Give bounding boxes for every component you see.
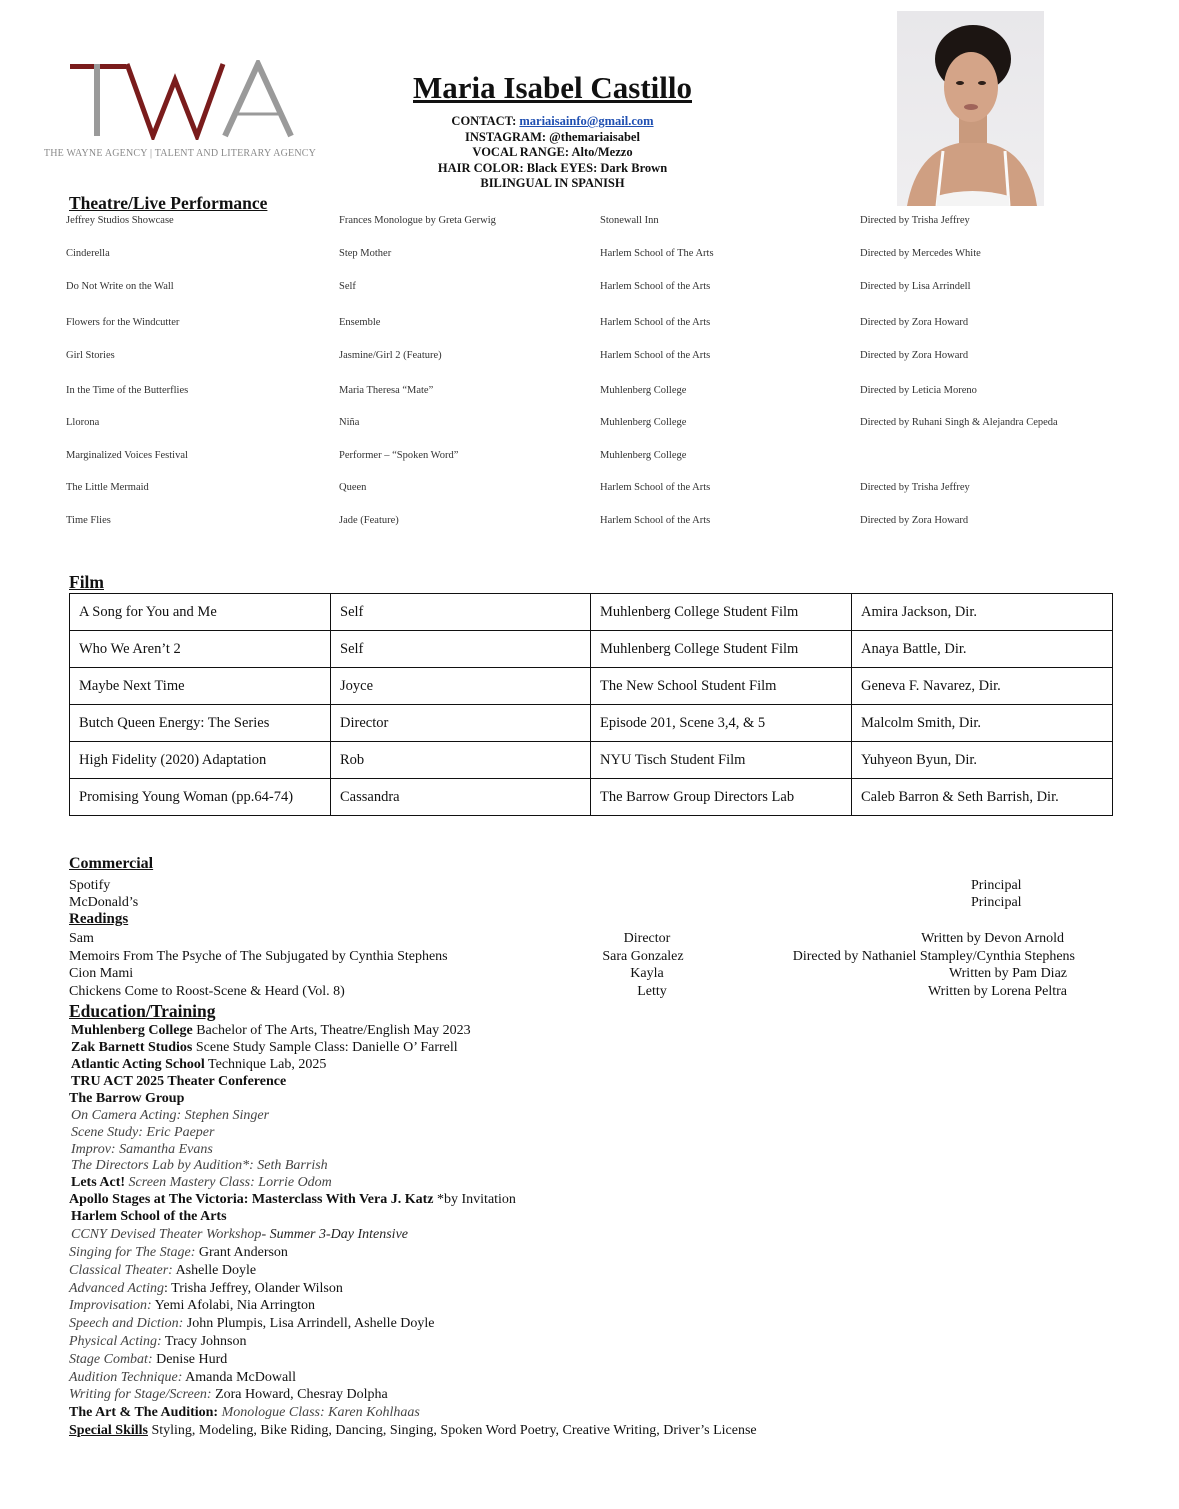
theatre-production: Jeffrey Studios Showcase bbox=[66, 215, 174, 226]
harlem-class: Classical Theater: Ashelle Doyle bbox=[69, 1262, 257, 1278]
theatre-row bbox=[66, 417, 1156, 433]
theatre-director: Directed by Trisha Jeffrey bbox=[860, 482, 970, 493]
reading-title: Memoirs From The Psyche of The Subjugated by Cynthia Stephens bbox=[69, 949, 448, 964]
theatre-row bbox=[66, 281, 1156, 297]
film-role: Joyce bbox=[331, 668, 591, 705]
theatre-venue: Muhlenberg College bbox=[600, 385, 687, 396]
theatre-role: Maria Theresa “Mate” bbox=[339, 385, 434, 396]
commercial-title-0: Spotify bbox=[69, 878, 111, 893]
harlem-class: Physical Acting: Tracy Johnson bbox=[69, 1334, 247, 1349]
theatre-director: Directed by Leticia Moreno bbox=[860, 385, 977, 396]
theatre-director: Directed by Ruhani Singh & Alejandra Cepeda bbox=[860, 417, 1058, 428]
harlem-class: Audition Technique: Amanda McDowall bbox=[69, 1369, 296, 1385]
theatre-row bbox=[66, 350, 1156, 366]
film-section-title: Film bbox=[69, 572, 104, 592]
theatre-venue: Muhlenberg College bbox=[600, 417, 687, 428]
theatre-role: Jasmine/Girl 2 (Feature) bbox=[339, 350, 442, 361]
agency-tagline: THE WAYNE AGENCY | TALENT AND LITERARY AGENCY bbox=[43, 148, 317, 159]
theatre-production: In the Time of the Butterflies bbox=[66, 385, 189, 396]
theatre-production: Marginalized Voices Festival bbox=[66, 450, 188, 461]
theatre-venue: Harlem School of the Arts bbox=[600, 317, 711, 328]
film-row bbox=[70, 779, 1113, 816]
theatre-row bbox=[66, 385, 1156, 401]
edu-apollo: Apollo Stages at The Victoria: Masterclass With Vera J. Katz *by Invitation bbox=[69, 1192, 516, 1207]
theatre-director: Directed by Zora Howard bbox=[860, 515, 969, 526]
edu-tru-act: TRU ACT 2025 Theater Conference bbox=[71, 1074, 287, 1089]
special-skills-label: Special Skills bbox=[69, 1423, 148, 1438]
bilingual-line: BILINGUAL IN SPANISH bbox=[480, 176, 625, 191]
reading-credit: Written by Lorena Peltra bbox=[928, 984, 1067, 999]
film-production: Muhlenberg College Student Film bbox=[591, 594, 852, 631]
reading-role: Letty bbox=[637, 984, 667, 999]
commercial-title-1: McDonald’s bbox=[69, 895, 139, 910]
edu-atlantic: Atlantic Acting School Technique Lab, 2025 bbox=[71, 1057, 327, 1072]
edu-lets-act: Lets Act! Screen Mastery Class: Lorrie Odom bbox=[71, 1175, 332, 1190]
edu-barrow-class: On Camera Acting: Stephen Singer bbox=[71, 1108, 270, 1123]
theatre-venue: Harlem School of the Arts bbox=[600, 515, 711, 526]
film-title: High Fidelity (2020) Adaptation bbox=[70, 742, 331, 779]
film-title: A Song for You and Me bbox=[70, 594, 331, 631]
theatre-production: Girl Stories bbox=[66, 350, 115, 361]
theatre-role: Self bbox=[339, 281, 356, 292]
theatre-row bbox=[66, 317, 1156, 333]
film-title: Butch Queen Energy: The Series bbox=[70, 705, 331, 742]
theatre-role: Queen bbox=[339, 482, 367, 493]
film-production: The Barrow Group Directors Lab bbox=[591, 779, 852, 816]
harlem-class: Advanced Acting: Trisha Jeffrey, Olander Wilson bbox=[69, 1280, 343, 1296]
reading-title: Sam bbox=[69, 931, 94, 946]
theatre-row bbox=[66, 215, 1156, 231]
reading-credit: Written by Devon Arnold bbox=[921, 931, 1064, 946]
commercial-role-1: Principal bbox=[971, 895, 1022, 910]
theatre-director: Directed by Lisa Arrindell bbox=[860, 281, 971, 292]
theatre-production: Time Flies bbox=[66, 515, 111, 526]
theatre-production: Llorona bbox=[66, 417, 100, 428]
education-section-title: Education/Training bbox=[69, 1001, 216, 1021]
commercial-section-title: Commercial bbox=[69, 855, 154, 872]
harlem-class: Writing for Stage/Screen: Zora Howard, Chesray Dolpha bbox=[69, 1387, 388, 1403]
edu-muhlenberg: Muhlenberg College Bachelor of The Arts, Theatre/English May 2023 bbox=[71, 1023, 471, 1038]
theatre-role: Frances Monologue by Greta Gerwig bbox=[339, 215, 496, 226]
special-skills bbox=[69, 1422, 757, 1439]
edu-barrow-group: The Barrow Group bbox=[69, 1091, 185, 1106]
film-role: Self bbox=[331, 594, 591, 631]
theatre-venue: Harlem School of The Arts bbox=[600, 248, 714, 259]
film-production: Muhlenberg College Student Film bbox=[591, 631, 852, 668]
film-title: Promising Young Woman (pp.64-74) bbox=[70, 779, 331, 816]
film-title: Maybe Next Time bbox=[70, 668, 331, 705]
theatre-director: Directed by Zora Howard bbox=[860, 317, 969, 328]
commercial-role-0: Principal bbox=[971, 878, 1022, 893]
film-director: Caleb Barron & Seth Barrish, Dir. bbox=[852, 779, 1113, 816]
edu-barrow-class: Scene Study: Eric Paeper bbox=[71, 1125, 215, 1140]
edu-zak-barnett: Zak Barnett Studios Scene Study Sample Class: Danielle O’ Farrell bbox=[71, 1040, 458, 1055]
film-role: Rob bbox=[331, 742, 591, 779]
theatre-row bbox=[66, 482, 1156, 498]
theatre-venue: Harlem School of the Arts bbox=[600, 350, 711, 361]
theatre-director: Directed by Zora Howard bbox=[860, 350, 969, 361]
film-production: The New School Student Film bbox=[591, 668, 852, 705]
vocal-range-line: VOCAL RANGE: Alto/Mezzo bbox=[472, 145, 633, 160]
theatre-venue: Harlem School of the Arts bbox=[600, 281, 711, 292]
theatre-role: Ensemble bbox=[339, 317, 381, 328]
email-link[interactable]: mariaisainfo@gmail.com bbox=[519, 114, 654, 128]
theatre-role: Step Mother bbox=[339, 248, 392, 259]
film-director: Geneva F. Navarez, Dir. bbox=[852, 668, 1113, 705]
theatre-role: Jade (Feature) bbox=[339, 515, 399, 526]
theatre-section-title: Theatre/Live Performance bbox=[69, 193, 268, 213]
contact-label: CONTACT: bbox=[451, 114, 517, 128]
edu-art-audition: The Art & The Audition: Monologue Class: Karen Kohlhaas bbox=[69, 1405, 420, 1420]
contact-line bbox=[380, 114, 725, 130]
harlem-class: Improvisation: Yemi Afolabi, Nia Arrington bbox=[69, 1298, 316, 1314]
theatre-director: Directed by Trisha Jeffrey bbox=[860, 215, 970, 226]
theatre-director: Directed by Mercedes White bbox=[860, 248, 981, 259]
film-role: Director bbox=[331, 705, 591, 742]
film-production: NYU Tisch Student Film bbox=[591, 742, 852, 779]
theatre-role: Performer – “Spoken Word” bbox=[339, 450, 459, 461]
theatre-row bbox=[66, 248, 1156, 264]
theatre-venue: Muhlenberg College bbox=[600, 450, 687, 461]
instagram-line: INSTAGRAM: @themariaisabel bbox=[465, 129, 640, 144]
film-row bbox=[70, 631, 1113, 668]
film-row bbox=[70, 705, 1113, 742]
film-row bbox=[70, 742, 1113, 779]
film-role: Cassandra bbox=[331, 779, 591, 816]
edu-harlem-school: Harlem School of the Arts bbox=[71, 1209, 227, 1224]
agency-logo bbox=[40, 60, 320, 170]
contact-block bbox=[380, 114, 725, 192]
twa-logo-mark bbox=[65, 60, 295, 140]
film-director: Anaya Battle, Dir. bbox=[852, 631, 1113, 668]
reading-role: Sara Gonzalez bbox=[602, 949, 684, 964]
reading-title: Chickens Come to Roost-Scene & Heard (Vol. 8) bbox=[69, 984, 345, 999]
reading-credit: Written by Pam Diaz bbox=[948, 966, 1067, 981]
readings-section-title: Readings bbox=[69, 911, 129, 927]
film-role: Self bbox=[331, 631, 591, 668]
theatre-production: The Little Mermaid bbox=[66, 482, 149, 493]
theatre-row bbox=[66, 450, 1156, 466]
film-production: Episode 201, Scene 3,4, & 5 bbox=[591, 705, 852, 742]
special-skills-text: Styling, Modeling, Bike Riding, Dancing, Singing, Spoken Word Poetry, Creative Writing, Driver’s License bbox=[147, 1423, 757, 1438]
reading-role: Kayla bbox=[630, 966, 664, 981]
reading-role: Director bbox=[623, 931, 671, 946]
theatre-venue: Harlem School of the Arts bbox=[600, 482, 711, 493]
theatre-row bbox=[66, 515, 1156, 531]
edu-ccny: CCNY Devised Theater Workshop- Summer 3-Day Intensive bbox=[71, 1227, 408, 1242]
harlem-class: Stage Combat: Denise Hurd bbox=[69, 1351, 228, 1367]
film-director: Malcolm Smith, Dir. bbox=[852, 705, 1113, 742]
film-title: Who We Aren’t 2 bbox=[70, 631, 331, 668]
film-director: Yuhyeon Byun, Dir. bbox=[852, 742, 1113, 779]
reading-title: Cion Mami bbox=[69, 966, 134, 981]
edu-barrow-class: The Directors Lab by Audition*: Seth Barrish bbox=[71, 1158, 328, 1173]
theatre-venue: Stonewall Inn bbox=[600, 215, 659, 226]
hair-eyes-line: HAIR COLOR: Black EYES: Dark Brown bbox=[437, 160, 668, 175]
theatre-role: Niña bbox=[339, 417, 360, 428]
theatre-production: Do Not Write on the Wall bbox=[66, 281, 174, 292]
film-table bbox=[69, 593, 1113, 816]
harlem-class: Speech and Diction: John Plumpis, Lisa Arrindell, Ashelle Doyle bbox=[69, 1316, 435, 1332]
page-title: Maria Isabel Castillo bbox=[413, 70, 692, 105]
film-row bbox=[70, 668, 1113, 705]
film-director: Amira Jackson, Dir. bbox=[852, 594, 1113, 631]
theatre-production: Cinderella bbox=[66, 248, 110, 259]
harlem-class: Singing for The Stage: Grant Anderson bbox=[69, 1245, 288, 1260]
edu-barrow-class: Improv: Samantha Evans bbox=[71, 1142, 213, 1157]
headshot-photo bbox=[897, 11, 1044, 206]
reading-credit: Directed by Nathaniel Stampley/Cynthia Stephens bbox=[792, 949, 1075, 964]
film-row bbox=[70, 594, 1113, 631]
theatre-production: Flowers for the Windcutter bbox=[66, 317, 180, 328]
